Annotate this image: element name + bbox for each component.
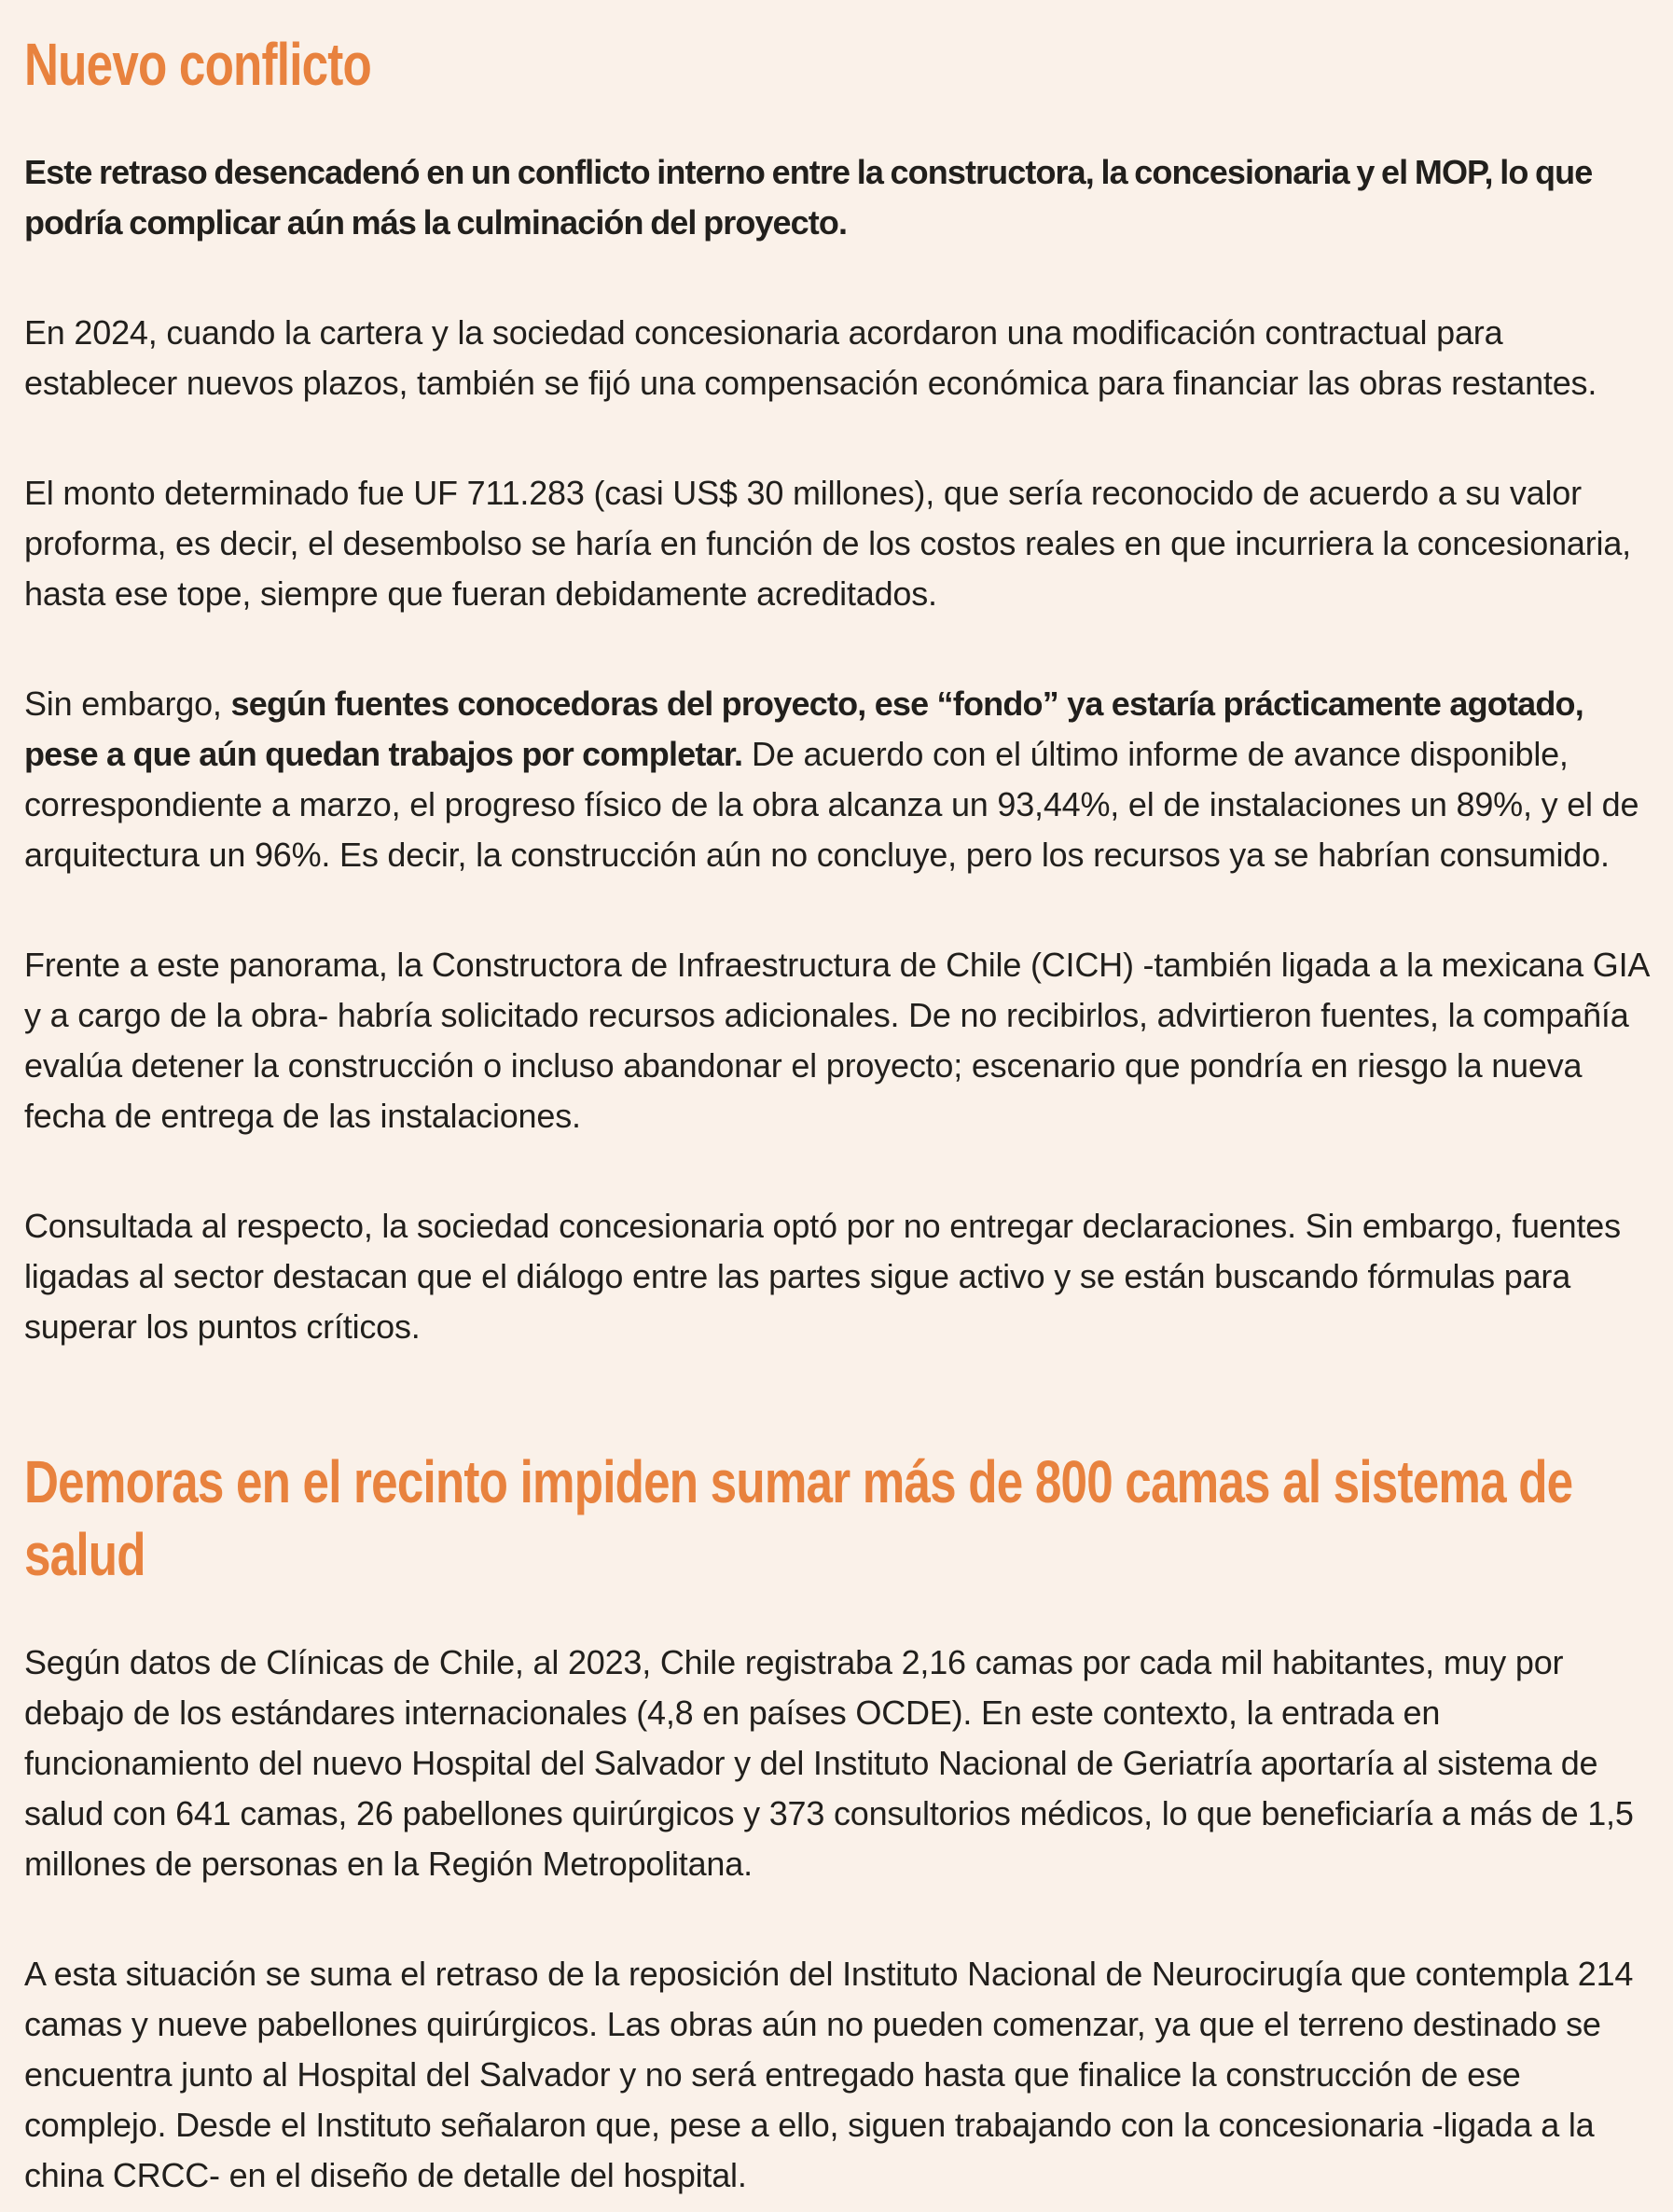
paragraph-camas-chile: Según datos de Clínicas de Chile, al 2023, Chile registraba 2,16 camas por cada mil habitantes, muy por debajo de los estándares internacionales (4,8 en países OCDE). En este contexto, la entrada en funcionamiento del nuevo Hospital del Salvador y del Instituto Nacional de Geriatría aportaría al sistema de salud con 641 camas, 26 pabellones quirúrgicos y 373 consultorios médicos, lo que beneficiaría a más de 1,5 millones de personas en la Región Metropolitana. xyxy=(24,1643,1634,1883)
section-heading-nuevo-conflicto: Nuevo conflicto xyxy=(24,31,372,98)
paragraph-monto-determinado: El monto determinado fue UF 711.283 (casi US$ 30 millones), que sería reconocido de acuerdo a su valor proforma, es decir, el desembolso se haría en función de los costos reales en que incurriera la concesionaria, hasta ese tope, siempre que fueran debidamente acreditados. xyxy=(24,474,1631,613)
bold-claim-fondo-agotado: según fuentes conocedoras del proyecto, ese “fondo” ya estaría prácticamente agotado, pese a que aún quedan trabajos por completar. xyxy=(24,684,1583,773)
paragraph-consultada-concesionaria: Consultada al respecto, la sociedad concesionaria optó por no entregar declaraciones. Sin embargo, fuentes ligadas al sector destacan que el diálogo entre las partes sigue activo y se están buscando fórmulas para superar los puntos críticos. xyxy=(24,1207,1621,1346)
section-heading-demoras-camas: Demoras en el recinto impiden sumar más de 800 camas al sistema de salud xyxy=(24,1448,1573,1588)
article-lede: Este retraso desencadenó en un conflicto interno entre la constructora, la concesionaria y el MOP, lo que podría complicar aún más la culminación del proyecto. xyxy=(24,153,1593,242)
news-article xyxy=(24,28,1649,2201)
paragraph-instituto-neurocirugia: A esta situación se suma el retraso de la reposición del Instituto Nacional de Neurocirugía que contempla 214 camas y nueve pabellones quirúrgicos. Las obras aún no pueden comenzar, ya que el terreno destinado se encuentra junto al Hospital del Salvador y no será entregado hasta que finalice la construcción de ese complejo. Desde el Instituto señalaron que, pese a ello, siguen trabajando con la concesionaria -ligada a la china CRCC- en el diseño de detalle del hospital. xyxy=(24,1955,1634,2194)
paragraph-modificacion-contractual: En 2024, cuando la cartera y la sociedad concesionaria acordaron una modificación contractual para establecer nuevos plazos, también se fijó una compensación económica para financiar las obras restantes. xyxy=(24,313,1597,402)
paragraph-fondo-agotado xyxy=(24,679,1649,880)
paragraph-constructora-cich: Frente a este panorama, la Constructora de Infraestructura de Chile (CICH) -también ligada a la mexicana GIA y a cargo de la obra- habría solicitado recursos adicionales. De no recibirlos, advirtieron fuentes, la compañía evalúa detener la construcción o incluso abandonar el proyecto; escenario que pondría en riesgo la nueva fecha de entrega de las instalaciones. xyxy=(24,946,1649,1135)
paragraph-fondo-agotado-prefix: Sin embargo, xyxy=(24,684,231,723)
paragraph-fondo-agotado-rest: De acuerdo con el último informe de avance disponible, correspondiente a marzo, el progreso físico de la obra alcanza un 93,44%, el de instalaciones un 89%, y el de arquitectura un 96%. Es decir, la construcción aún no concluye, pero los recursos ya se habrían consumido. xyxy=(24,735,1639,874)
